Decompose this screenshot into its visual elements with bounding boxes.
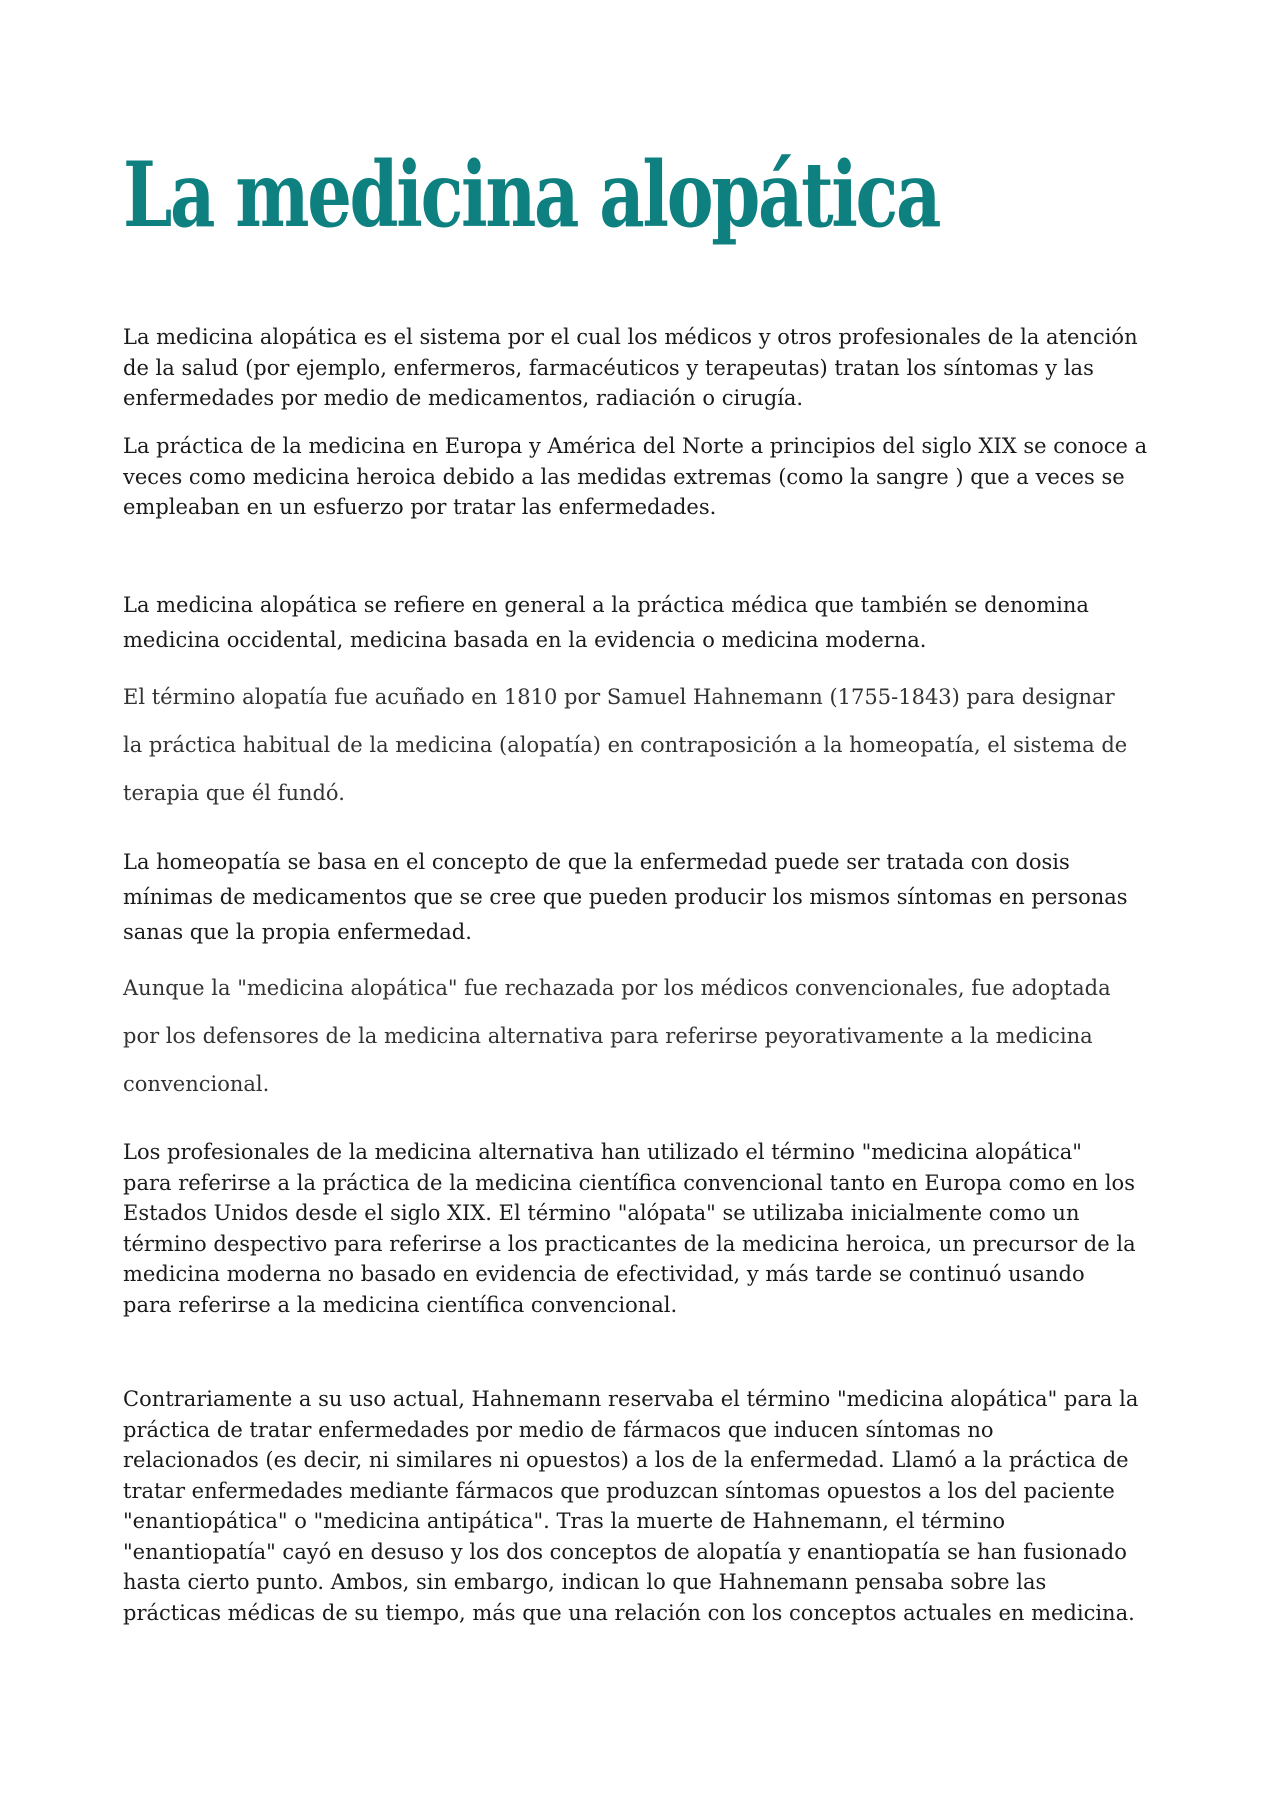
- text-line: Estados Unidos desde el siglo XIX. El término "alópata" se utilizaba inicialmente como un: [123, 1201, 1080, 1225]
- page-title: La medicina alopática: [123, 142, 940, 248]
- text-line: medicina moderna no basado en evidencia de efectividad, y más tarde se continuó usando: [123, 1262, 1085, 1286]
- text-line: "enantiopatía" cayó en desuso y los dos conceptos de alopatía y enantiopatía se han fusionado: [123, 1539, 1127, 1564]
- text-line: la práctica habitual de la medicina (alopatía) en contraposición a la homeopatía, el sistema de: [123, 733, 1128, 757]
- paragraph-hahnemann-usage: [123, 1384, 1173, 1628]
- text-line: Aunque la "medicina alopática" fue rechazada por los médicos convencionales, fue adoptada: [123, 976, 1111, 1000]
- text-line: "enantiopática" o "medicina antipática". Tras la muerte de Hahnemann, el término: [123, 1509, 1006, 1533]
- text-line: relacionados (es decir, ni similares ni opuestos) a los de la enfermedad. Llamó a la práctica de: [123, 1448, 1129, 1472]
- text-line: terapia que él fundó.: [123, 781, 345, 805]
- paragraph-western-medicine: [123, 588, 1173, 658]
- text-line: para referirse a la medicina científica convencional.: [123, 1292, 678, 1317]
- paragraph-alternative-practitioners: [123, 1137, 1173, 1320]
- paragraph-definition: [123, 322, 1173, 414]
- text-line: Los profesionales de la medicina alternativa han utilizado el término "medicina alopática": [123, 1140, 1082, 1164]
- text-line: El término alopatía fue acuñado en 1810 por Samuel Hahnemann (1755-1843) para designar: [123, 685, 1115, 709]
- paragraph-heroic-medicine: [123, 431, 1173, 523]
- text-line: prácticas médicas de su tiempo, más que una relación con los conceptos actuales en medicina.: [123, 1600, 1135, 1625]
- text-line: veces como medicina heroica debido a las medidas extremas (como la sangre ) que a veces se: [123, 464, 1125, 489]
- text-line: La práctica de la medicina en Europa y América del Norte a principios del siglo XIX se conoce a: [123, 434, 1148, 458]
- text-line: Contrariamente a su uso actual, Hahnemann reservaba el término "medicina alopática" para la: [123, 1387, 1139, 1411]
- text-line: para referirse a la práctica de la medicina científica convencional tanto en Europa como en los: [123, 1170, 1135, 1195]
- text-line: La medicina alopática se refiere en general a la práctica médica que también se denomina: [123, 593, 1089, 617]
- text-line: por los defensores de la medicina alternativa para referirse peyorativamente a la medicina: [123, 1024, 1093, 1048]
- text-line: enfermedades por medio de medicamentos, radiación o cirugía.: [123, 386, 804, 410]
- text-line: práctica de tratar enfermedades por medio de fármacos que inducen síntomas no: [123, 1417, 994, 1442]
- text-line: término despectivo para referirse a los practicantes de la medicina heroica, un precursor de la: [123, 1231, 1136, 1256]
- paragraph-homeopathy: [123, 845, 1173, 950]
- text-line: tratar enfermedades mediante fármacos que produzcan síntomas opuestos a los del paciente: [123, 1478, 1115, 1503]
- text-line: mínimas de medicamentos que se cree que pueden producir los mismos síntomas en personas: [123, 885, 1128, 909]
- text-line: hasta cierto punto. Ambos, sin embargo, indican lo que Hahnemann pensaba sobre las: [123, 1570, 1047, 1594]
- paragraph-term-origin: [123, 673, 1173, 817]
- text-line: La homeopatía se basa en el concepto de que la enfermedad puede ser tratada con dosis: [123, 850, 1070, 874]
- text-line: medicina occidental, medicina basada en la evidencia o medicina moderna.: [123, 628, 927, 652]
- text-line: convencional.: [123, 1072, 270, 1096]
- text-line: empleaban en un esfuerzo por tratar las enfermedades.: [123, 495, 717, 519]
- text-line: La medicina alopática es el sistema por el cual los médicos y otros profesionales de la atención: [123, 325, 1138, 349]
- text-line: de la salud (por ejemplo, enfermeros, farmacéuticos y terapeutas) tratan los síntomas y las: [123, 355, 1094, 380]
- paragraph-pejorative-use: [123, 964, 1173, 1108]
- text-line: sanas que la propia enfermedad.: [123, 920, 472, 944]
